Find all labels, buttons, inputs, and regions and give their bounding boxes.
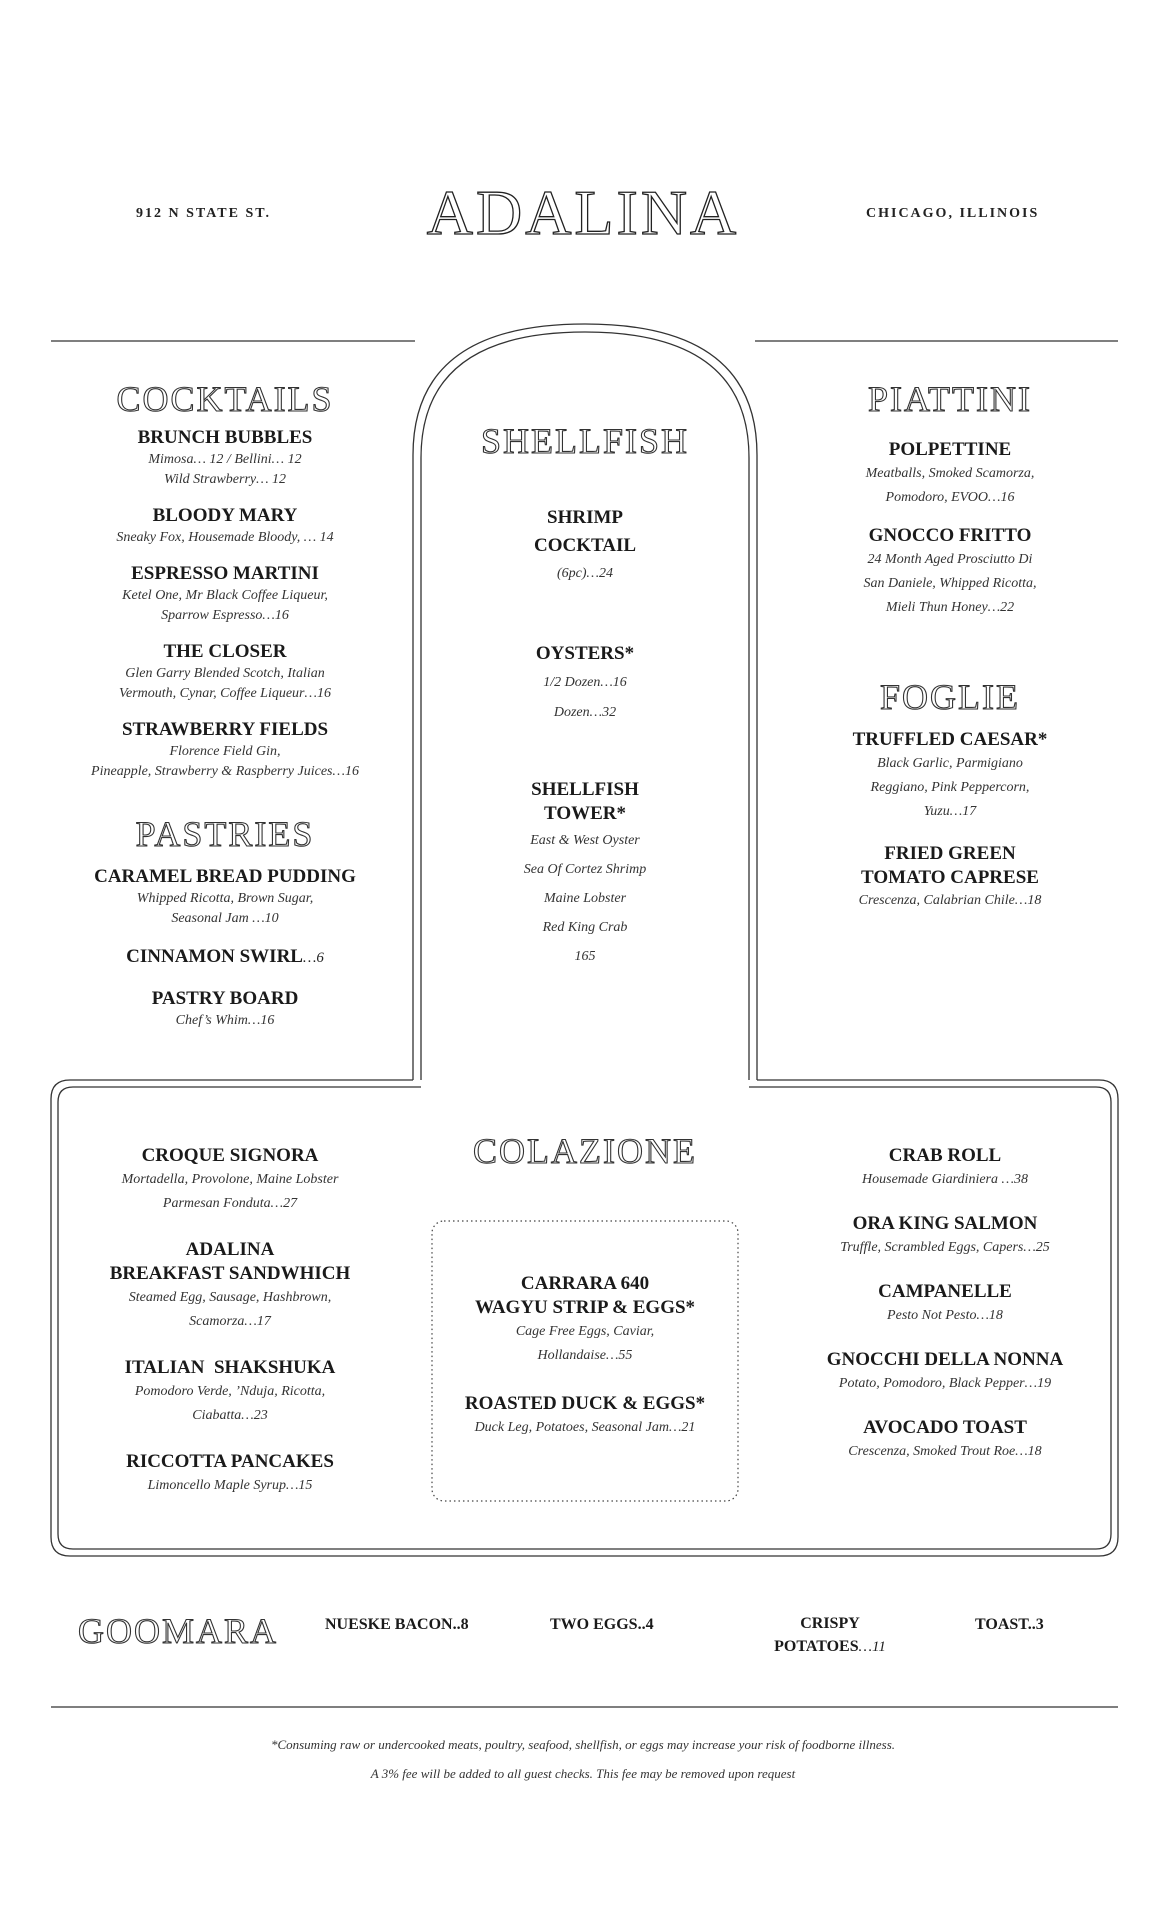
menu-item bbox=[75, 1450, 385, 1498]
colazione-left bbox=[75, 1144, 385, 1498]
item-desc: Sparrow Espresso…16 bbox=[161, 608, 289, 623]
item-name: GNOCCHI DELLA NONNA bbox=[826, 1349, 1064, 1370]
item-desc: Scamorza…17 bbox=[189, 1314, 271, 1329]
item-desc: Whipped Ricotta, Brown Sugar, bbox=[136, 891, 314, 906]
menu-item bbox=[430, 778, 740, 971]
item-name: ITALIAN SHAKSHUKA bbox=[124, 1357, 336, 1378]
item-desc: Duck Leg, Potatoes, Seasonal Jam…21 bbox=[474, 1420, 696, 1435]
item-name: BRUNCH BUBBLES bbox=[137, 427, 313, 448]
item-name: RICCOTTA PANCAKES bbox=[126, 1451, 334, 1472]
item-price: …11 bbox=[858, 1639, 886, 1655]
goomara-title: GOOMARA bbox=[78, 1611, 279, 1651]
item-name: TOWER* bbox=[543, 803, 626, 824]
item-desc: Red King Crab bbox=[542, 920, 628, 935]
menu-item bbox=[440, 1392, 730, 1440]
item-name: TOMATO CAPRESE bbox=[861, 867, 1039, 888]
menu-item bbox=[60, 945, 390, 969]
item-desc: Parmesan Fonduta…27 bbox=[162, 1196, 298, 1211]
goomara-item: TOAST..3 bbox=[975, 1616, 1044, 1633]
item-name: CROQUE SIGNORA bbox=[141, 1145, 319, 1166]
menu-item bbox=[75, 1238, 385, 1334]
item-name: STRAWBERRY FIELDS bbox=[121, 719, 329, 740]
item-desc: Vermouth, Cynar, Coffee Liqueur…16 bbox=[119, 686, 331, 701]
item-name: CAMPANELLE bbox=[878, 1281, 1012, 1302]
item-desc: Pomodoro Verde, ’Nduja, Ricotta, bbox=[134, 1384, 326, 1399]
address: 912 N STATE ST. bbox=[136, 206, 272, 221]
item-price: …6 bbox=[302, 950, 324, 966]
item-name: BLOODY MARY bbox=[152, 505, 298, 526]
item-desc: Truffle, Scrambled Eggs, Capers…25 bbox=[840, 1240, 1050, 1255]
item-desc: Pomodoro, EVOO…16 bbox=[885, 490, 1015, 505]
item-desc: 24 Month Aged Prosciutto Di bbox=[867, 552, 1033, 567]
item-name: SHRIMP bbox=[547, 507, 623, 528]
cocktails-title: COCKTAILS bbox=[116, 379, 334, 419]
item-desc: East & West Oyster bbox=[530, 833, 640, 848]
item-name: ESPRESSO MARTINI bbox=[131, 563, 319, 584]
colazione-center bbox=[440, 1272, 730, 1440]
foglie-title: FOGLIE bbox=[880, 677, 1020, 717]
menu-item bbox=[60, 426, 390, 490]
item-name: CARAMEL BREAD PUDDING bbox=[94, 866, 356, 887]
item-desc: Pineapple, Strawberry & Raspberry Juices…16 bbox=[91, 764, 359, 779]
item-name: COCKTAIL bbox=[533, 535, 637, 556]
item-desc: Sea Of Cortez Shrimp bbox=[523, 862, 647, 877]
menu-item bbox=[800, 728, 1100, 824]
item-desc: Yuzu…17 bbox=[923, 804, 977, 819]
shellfish-title: SHELLFISH bbox=[480, 421, 690, 461]
menu-item bbox=[790, 1348, 1100, 1396]
item-name: CARRARA 640 bbox=[520, 1273, 650, 1294]
brand-logo: ADALINA bbox=[426, 177, 740, 248]
item-desc: Seasonal Jam …10 bbox=[171, 911, 279, 926]
menu-item bbox=[430, 640, 740, 728]
goomara-item: NUESKE BACON..8 bbox=[325, 1616, 469, 1633]
goomara-item: TWO EGGS..4 bbox=[550, 1616, 654, 1633]
menu-item bbox=[75, 1144, 385, 1216]
health-disclaimer: *Consuming raw or undercooked meats, poultry, seafood, shellfish, or eggs may increase your risk of foodborne illness. bbox=[270, 1737, 896, 1752]
item-desc: Black Garlic, Parmigiano bbox=[877, 756, 1023, 771]
cocktails-section bbox=[60, 378, 390, 782]
item-name: GNOCCO FRITTO bbox=[868, 525, 1032, 546]
item-desc: Chef’s Whim…16 bbox=[175, 1013, 275, 1028]
menu-item bbox=[60, 718, 390, 782]
menu-item bbox=[75, 1356, 385, 1428]
item-name: CRISPY bbox=[800, 1615, 860, 1632]
item-name: CRAB ROLL bbox=[888, 1145, 1002, 1166]
item-desc: Glen Garry Blended Scotch, Italian bbox=[125, 666, 325, 681]
menu-item bbox=[800, 842, 1100, 912]
item-desc: Mimosa… 12 / Bellini… 12 bbox=[148, 452, 302, 467]
item-name: TRUFFLED CAESAR* bbox=[852, 729, 1048, 750]
menu-item bbox=[800, 524, 1100, 620]
item-desc: Hollandaise…55 bbox=[537, 1348, 633, 1363]
item-desc: Crescenza, Smoked Trout Roe…18 bbox=[848, 1444, 1042, 1459]
item-name: POTATOES bbox=[774, 1638, 859, 1655]
item-desc: Limoncello Maple Syrup…15 bbox=[147, 1478, 313, 1493]
item-name: SHELLFISH bbox=[531, 779, 639, 800]
item-name: BREAKFAST SANDWHICH bbox=[109, 1263, 351, 1284]
item-name: ORA KING SALMON bbox=[852, 1213, 1038, 1234]
item-desc: Wild Strawberry… 12 bbox=[163, 472, 287, 487]
menu-item bbox=[60, 640, 390, 704]
menu-item bbox=[60, 562, 390, 626]
menu-item bbox=[790, 1280, 1100, 1328]
piattini-title: PIATTINI bbox=[868, 379, 1032, 419]
menu-item bbox=[790, 1144, 1100, 1192]
item-desc: (6pc)…24 bbox=[557, 566, 613, 581]
item-name: PASTRY BOARD bbox=[151, 988, 299, 1009]
menu-item bbox=[60, 865, 390, 929]
colazione-title: COLAZIONE bbox=[473, 1131, 697, 1171]
item-name: POLPETTINE bbox=[888, 439, 1012, 460]
shellfish-section bbox=[430, 420, 740, 971]
item-desc: Maine Lobster bbox=[543, 891, 627, 906]
menu-item bbox=[60, 987, 390, 1031]
item-name: THE CLOSER bbox=[163, 641, 287, 662]
item-desc: Mieli Thun Honey…22 bbox=[885, 600, 1015, 615]
item-desc: Potato, Pomodoro, Black Pepper…19 bbox=[838, 1376, 1052, 1391]
foglie-section bbox=[800, 676, 1100, 912]
item-name: ADALINA bbox=[185, 1239, 275, 1260]
item-desc: Ketel One, Mr Black Coffee Liqueur, bbox=[122, 588, 328, 603]
item-name: WAGYU STRIP & EGGS* bbox=[474, 1297, 696, 1318]
menu-item bbox=[790, 1416, 1100, 1464]
menu-item bbox=[60, 504, 390, 548]
item-name: OYSTERS* bbox=[535, 643, 635, 664]
item-desc: Pesto Not Pesto…18 bbox=[887, 1308, 1003, 1323]
city: CHICAGO, ILLINOIS bbox=[866, 206, 1040, 221]
menu-item bbox=[430, 504, 740, 588]
item-name: CINNAMON SWIRL bbox=[126, 946, 303, 967]
goomara-item bbox=[765, 1613, 895, 1659]
item-desc: San Daniele, Whipped Ricotta, bbox=[863, 576, 1037, 591]
item-desc: Meatballs, Smoked Scamorza, bbox=[865, 466, 1035, 481]
item-name: ROASTED DUCK & EGGS* bbox=[464, 1393, 706, 1414]
item-desc: Dozen…32 bbox=[553, 705, 617, 720]
fee-notice: A 3% fee will be added to all guest checks. This fee may be removed upon request bbox=[370, 1766, 796, 1781]
item-desc: Cage Free Eggs, Caviar, bbox=[515, 1324, 655, 1339]
pastries-section bbox=[60, 813, 390, 1031]
item-name: AVOCADO TOAST bbox=[863, 1417, 1027, 1438]
pastries-title: PASTRIES bbox=[135, 814, 315, 854]
item-price: 165 bbox=[574, 949, 596, 964]
item-desc: Florence Field Gin, bbox=[169, 744, 281, 759]
menu-item bbox=[800, 438, 1100, 510]
item-desc: Sneaky Fox, Housemade Bloody, … 14 bbox=[116, 530, 334, 545]
piattini-section bbox=[800, 378, 1100, 620]
menu-item bbox=[790, 1212, 1100, 1260]
item-desc: Crescenza, Calabrian Chile…18 bbox=[858, 893, 1042, 908]
item-name: FRIED GREEN bbox=[884, 843, 1016, 864]
item-desc: Housemade Giardiniera …38 bbox=[862, 1172, 1028, 1187]
item-desc: Steamed Egg, Sausage, Hashbrown, bbox=[128, 1290, 332, 1305]
item-desc: Mortadella, Provolone, Maine Lobster bbox=[121, 1172, 339, 1187]
menu-item bbox=[440, 1272, 730, 1368]
colazione-right bbox=[790, 1144, 1100, 1464]
item-desc: Reggiano, Pink Peppercorn, bbox=[870, 780, 1030, 795]
item-desc: Ciabatta…23 bbox=[192, 1408, 268, 1423]
item-desc: 1/2 Dozen…16 bbox=[543, 675, 627, 690]
